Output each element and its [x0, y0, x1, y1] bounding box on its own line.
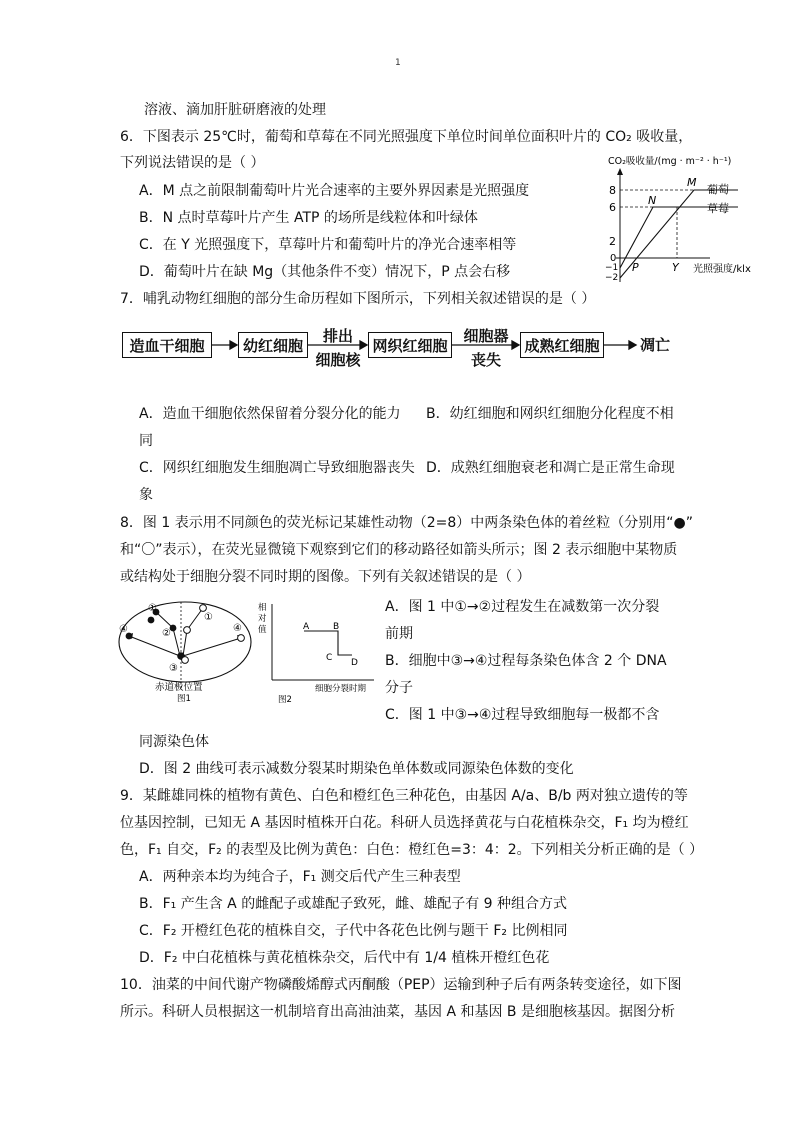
page-number: 1 [395, 58, 401, 68]
fig2-xlabel: 细胞分裂时期 [315, 684, 367, 694]
flow-label-lost: 丧失 [470, 351, 501, 369]
flow-end-apoptosis: 凋亡 [639, 336, 670, 354]
q6-co2-chart [590, 150, 785, 285]
q7-option-c: C．网织红细胞发生细胞凋亡导致细胞器丧失 [139, 460, 415, 476]
path-3-4-white [183, 638, 241, 656]
centromere-black-1b [148, 617, 155, 624]
q8-option-c-line2: 同源染色体 [139, 734, 209, 750]
q10-stem-line1: 10．油菜的中间代谢产物磷酸烯醇式丙酮酸（PEP）运输到种子后有两条转变途径，如下图 [120, 977, 682, 993]
centromere-white-4 [238, 635, 245, 642]
flow-arrowhead-4 [629, 341, 636, 349]
chart-xlabel: 光照强度/klx [693, 264, 751, 275]
ytick-6: 6 [609, 201, 616, 214]
q9-stem-line1: 9．某雌雄同株的植物有黄色、白色和橙红色三种花色，由基因 A/a、B/b 两对独立遗传的等 [120, 788, 688, 804]
q10-stem-line2: 所示。科研人员根据这一机制培育出高油油菜，基因 A 和基因 B 是细胞核基因。据图分析 [120, 1004, 675, 1020]
label-4-left: ④ [119, 624, 128, 635]
ytick-minus1: −1 [605, 263, 619, 273]
q9-option-c: C．F₂ 开橙红色花的植株自交，子代中各花色比例与题干 F₂ 比例相同 [139, 923, 568, 939]
q6-stem-line2: 下列说法错误的是（ ） [120, 155, 265, 171]
label-3: ③ [169, 663, 178, 674]
q8-option-d: D．图 2 曲线可表示减数分裂某时期染色单体数或同源染色体数的变化 [139, 761, 574, 777]
flow-label-expel: 排出 [322, 327, 353, 345]
q9-option-b: B．F₁ 产生含 A 的雌配子或雄配子致死，雌、雄配子有 9 种组合方式 [139, 896, 568, 912]
q8-figure-2 [258, 600, 378, 706]
ytick-8: 8 [609, 184, 616, 197]
path-1-2-white [187, 608, 203, 630]
q7-option-d-line2: 象 [139, 487, 153, 503]
fig2-label-b: B [333, 622, 340, 632]
q8-option-a-line2: 前期 [385, 626, 413, 642]
flow-box-hematopoietic-stem-cell: 造血干细胞 [122, 332, 212, 358]
fig2-label-c: C [326, 653, 333, 663]
label-2: ② [162, 628, 171, 639]
flow-arrowhead-3 [512, 341, 519, 349]
flow-box-mature-erythrocyte: 成熟红细胞 [520, 332, 604, 358]
q9-option-d: D．F₂ 中白花植株与黄花植株杂交，后代中有 1/4 植株开橙红色花 [139, 950, 550, 966]
fig1-caption: 图1 [177, 694, 191, 704]
flow-label-organelle: 细胞器 [463, 327, 509, 345]
label-4-right: ④ [233, 623, 242, 634]
path-3-4-black [129, 636, 180, 656]
q6-option-c: C．在 Y 光照强度下，草莓叶片和葡萄叶片的净光合速率相等 [139, 237, 517, 253]
q7-option-a: A．造血干细胞依然保留着分裂分化的能力 [139, 406, 401, 422]
flow-arrowhead-2 [360, 341, 367, 349]
series-grape-label: 葡萄 [707, 183, 729, 196]
label-y: Y [672, 261, 679, 274]
q7-stem: 7．哺乳动物红细胞的部分生命历程如下图所示，下列相关叙述错误的是（ ） [120, 291, 596, 307]
chart-ylabel: CO₂吸收量/(mg · m⁻² · h⁻¹) [608, 156, 732, 167]
centromere-white-1 [200, 605, 207, 612]
path-1-2-black [156, 612, 173, 628]
flow-box-erythroblast: 幼红细胞 [238, 332, 308, 358]
q8-figure-1 [115, 598, 265, 706]
q8-stem-line2: 和“〇”表示），在荧光显微镜下观察到它们的移动路径如箭头所示；图 2 表示细胞中某物质 [120, 542, 678, 558]
series-strawberry-label: 草莓 [707, 202, 729, 215]
ytick-minus2: −2 [605, 273, 619, 283]
q7-option-b-line2: 同 [139, 433, 153, 449]
centromere-white-3 [182, 657, 189, 664]
q6-option-a: A．M 点之前限制葡萄叶片光合速率的主要外界因素是光照强度 [139, 183, 530, 199]
ytick-0: 0 [610, 253, 617, 264]
q8-stem-line1: 8．图 1 表示用不同颜色的荧光标记某雄性动物（2=8）中两条染色体的着丝粒（分别用“●” [120, 515, 693, 531]
q8-option-b-line2: 分子 [385, 680, 413, 696]
fig2-curve [304, 631, 352, 655]
fig2-caption: 图2 [278, 695, 292, 705]
fig2-ylabel-3: 值 [258, 625, 267, 635]
chart-y-arrow [617, 168, 623, 175]
q9-option-a: A．两种亲本均为纯合子，F₁ 测交后代产生三种表型 [139, 869, 461, 885]
q8-option-a-line1: A．图 1 中①→②过程发生在减数第一次分裂 [385, 599, 660, 615]
label-1-black: ① [148, 603, 157, 614]
q6-stem-line1: 6．下图表示 25℃时，葡萄和草莓在不同光照强度下单位时间单位面积叶片的 CO₂ 吸收量， [120, 129, 693, 145]
fig1-caption-equatorial: 赤道板位置 [155, 682, 203, 693]
q9-stem-line2: 位基因控制，已知无 A 基因时植株开白花。科研人员选择黄花与白花植株杂交，F₁ 均为橙红 [120, 815, 689, 831]
q8-option-c-line1: C．图 1 中③→④过程导致细胞每一极都不含 [385, 707, 660, 723]
fig2-label-d: D [351, 658, 358, 668]
flow-label-nucleus: 细胞核 [315, 351, 361, 369]
series-strawberry-line [620, 207, 738, 268]
label-p: P [632, 261, 639, 274]
q8-stem-line3: 或结构处于细胞分裂不同时期的图像。下列有关叙述错误的是（ ） [120, 569, 531, 585]
flow-arrowhead-1 [230, 341, 237, 349]
label-n: N [648, 194, 657, 207]
label-m: M [687, 176, 697, 189]
path-2-3-white [183, 630, 187, 656]
label-1-white: ① [204, 612, 213, 623]
q9-stem-line3: 色，F₁ 自交，F₂ 的表型及比例为黄色：白色：橙红色=3：4：2。下列相关分析正确的是（ ） [120, 842, 704, 858]
flow-arrows [0, 330, 794, 360]
flow-box-reticulocyte: 网织红细胞 [368, 332, 452, 358]
q6-option-d: D．葡萄叶片在缺 Mg（其他条件不变）情况下，P 点会右移 [139, 264, 511, 280]
q7-option-d-line1: D．成熟红细胞衰老和凋亡是正常生命现 [426, 460, 675, 476]
fig2-ylabel-2: 对 [258, 614, 267, 624]
path-2-3-black [173, 628, 180, 656]
centromere-white-2 [184, 627, 191, 634]
ytick-2: 2 [609, 235, 616, 248]
fig2-label-a: A [303, 622, 310, 632]
q7-option-b-line1: B．幼红细胞和网织红细胞分化程度不相 [426, 406, 674, 422]
intro-line: 溶液、滴加肝脏研磨液的处理 [144, 102, 326, 118]
fig2-ylabel-1: 相 [258, 603, 267, 613]
q8-option-b-line1: B．细胞中③→④过程每条染色体含 2 个 DNA [385, 653, 667, 669]
q6-option-b: B．N 点时草莓叶片产生 ATP 的场所是线粒体和叶绿体 [139, 210, 478, 226]
